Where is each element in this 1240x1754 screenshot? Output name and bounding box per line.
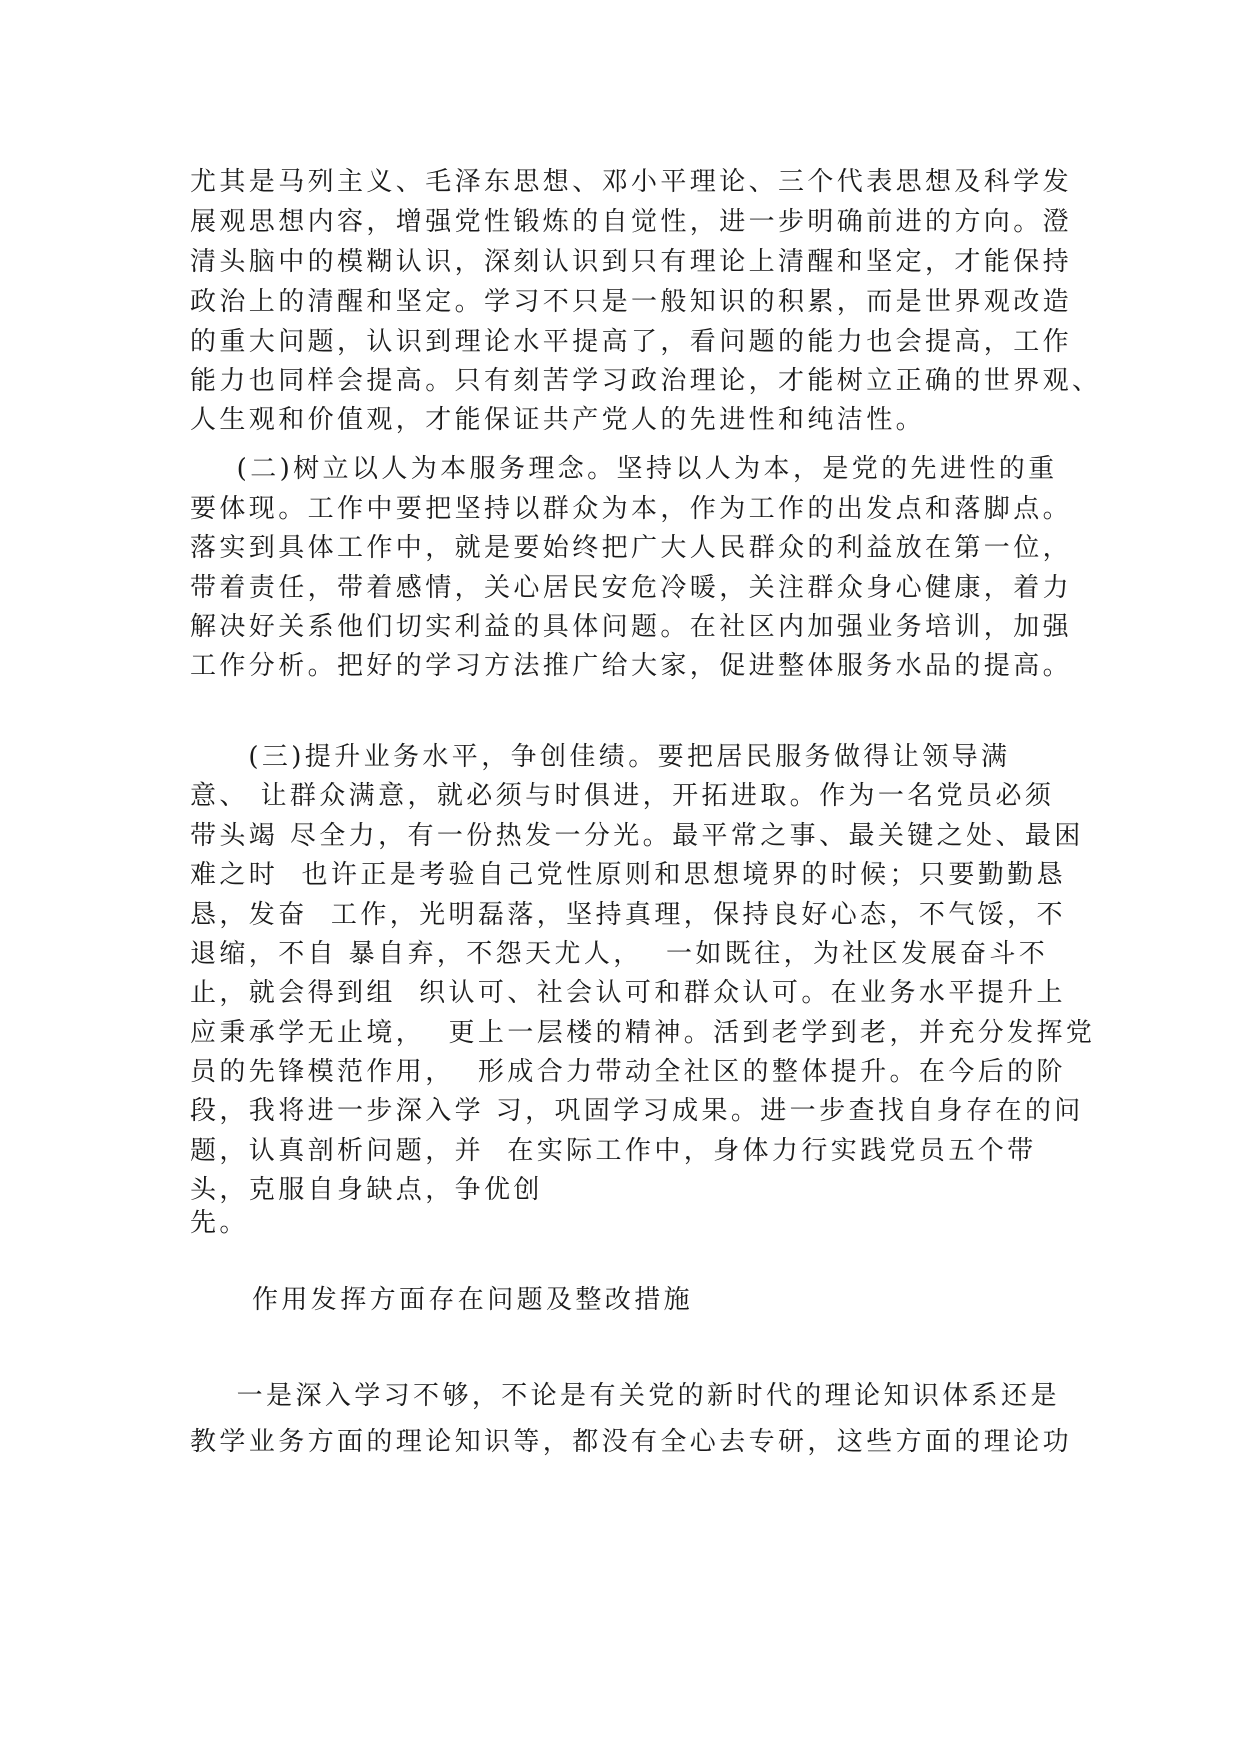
paragraph-2-line-6: 工作分析。把好的学习方法推广给大家，促进整体服务水品的提高。 [190, 651, 1073, 681]
paragraph-3-line-2: 意、 让群众满意，就必须与时俱进，开拓进取。作为一名党员必须 [190, 781, 1055, 811]
paragraph-1-line-3: 清头脑中的模糊认识，深刻认识到只有理论上清醒和坚定，才能保持 [190, 247, 1073, 277]
paragraph-2-line-3: 落实到具体工作中，就是要始终把广大人民群众的利益放在第一位， [190, 533, 1073, 563]
paragraph-3-line-7: 止，就会得到组 织认可、社会认可和群众认可。在业务水平提升上 [190, 978, 1066, 1008]
paragraph-2-line-4: 带着责任，带着感情，关心居民安危冷暖，关注群众身心健康，着力 [190, 573, 1073, 603]
paragraph-4-line-2: 教学业务方面的理论知识等，都没有全心去专研，这些方面的理论功 [190, 1427, 1073, 1457]
paragraph-1-line-7: 人生观和价值观，才能保证共产党人的先进性和纯洁性。 [190, 405, 926, 435]
paragraph-3-line-8: 应秉承学无止境， 更上一层楼的精神。活到老学到老，并充分发挥党 [190, 1018, 1096, 1048]
paragraph-3-line-9: 员的先锋模范作用， 形成合力带动全社区的整体提升。在今后的阶 [190, 1057, 1066, 1087]
paragraph-3-line-10: 段，我将进一步深入学 习，巩固学习成果。进一步查找自身存在的问 [190, 1096, 1084, 1126]
paragraph-2-line-5: 解决好关系他们切实利益的具体问题。在社区内加强业务培训，加强 [190, 612, 1073, 642]
paragraph-3-line-1: (三)提升业务水平，争创佳绩。要把居民服务做得让领导满 [190, 742, 1011, 772]
paragraph-2-line-1: (二)树立以人为本服务理念。坚持以人为本，是党的先进性的重 [190, 454, 1058, 484]
paragraph-1-line-6: 能力也同样会提高。只有刻苦学习政治理论，才能树立正确的世界观、 [190, 366, 1102, 396]
section-heading: 作用发挥方面存在问题及整改措施 [252, 1285, 694, 1315]
paragraph-4-line-1: 一是深入学习不够，不论是有关党的新时代的理论知识体系还是 [190, 1381, 1060, 1411]
paragraph-3-line-3: 带头竭 尽全力，有一份热发一分光。最平常之事、最关键之处、最困 [190, 821, 1084, 851]
paragraph-3-line-6: 退缩，不自 暴自弃，不怨天尤人， 一如既往，为社区发展奋斗不 [190, 939, 1049, 969]
paragraph-1-line-5: 的重大问题，认识到理论水平提高了，看问题的能力也会提高，工作 [190, 327, 1073, 357]
paragraph-1-line-2: 展观思想内容，增强党性锻炼的自觉性，进一步明确前进的方向。澄 [190, 207, 1073, 237]
paragraph-3-line-5: 恳，发奋 工作，光明磊落，坚持真理，保持良好心态，不气馁，不 [190, 900, 1066, 930]
paragraph-1-line-1: 尤其是马列主义、毛泽东思想、邓小平理论、三个代表思想及科学发 [190, 167, 1073, 197]
paragraph-2-line-2: 要体现。工作中要把坚持以群众为本，作为工作的出发点和落脚点。 [190, 494, 1073, 524]
paragraph-3-line-12: 头，克服自身缺点，争优创 [190, 1175, 543, 1205]
paragraph-3-line-13: 先。 [190, 1208, 249, 1238]
paragraph-3-line-4: 难之时 也许正是考验自己党性原则和思想境界的时候；只要勤勤恳 [190, 860, 1066, 890]
paragraph-3-line-11: 题，认真剖析问题，并 在实际工作中，身体力行实践党员五个带 [190, 1136, 1037, 1166]
paragraph-1-line-4: 政治上的清醒和坚定。学习不只是一般知识的积累，而是世界观改造 [190, 287, 1073, 317]
